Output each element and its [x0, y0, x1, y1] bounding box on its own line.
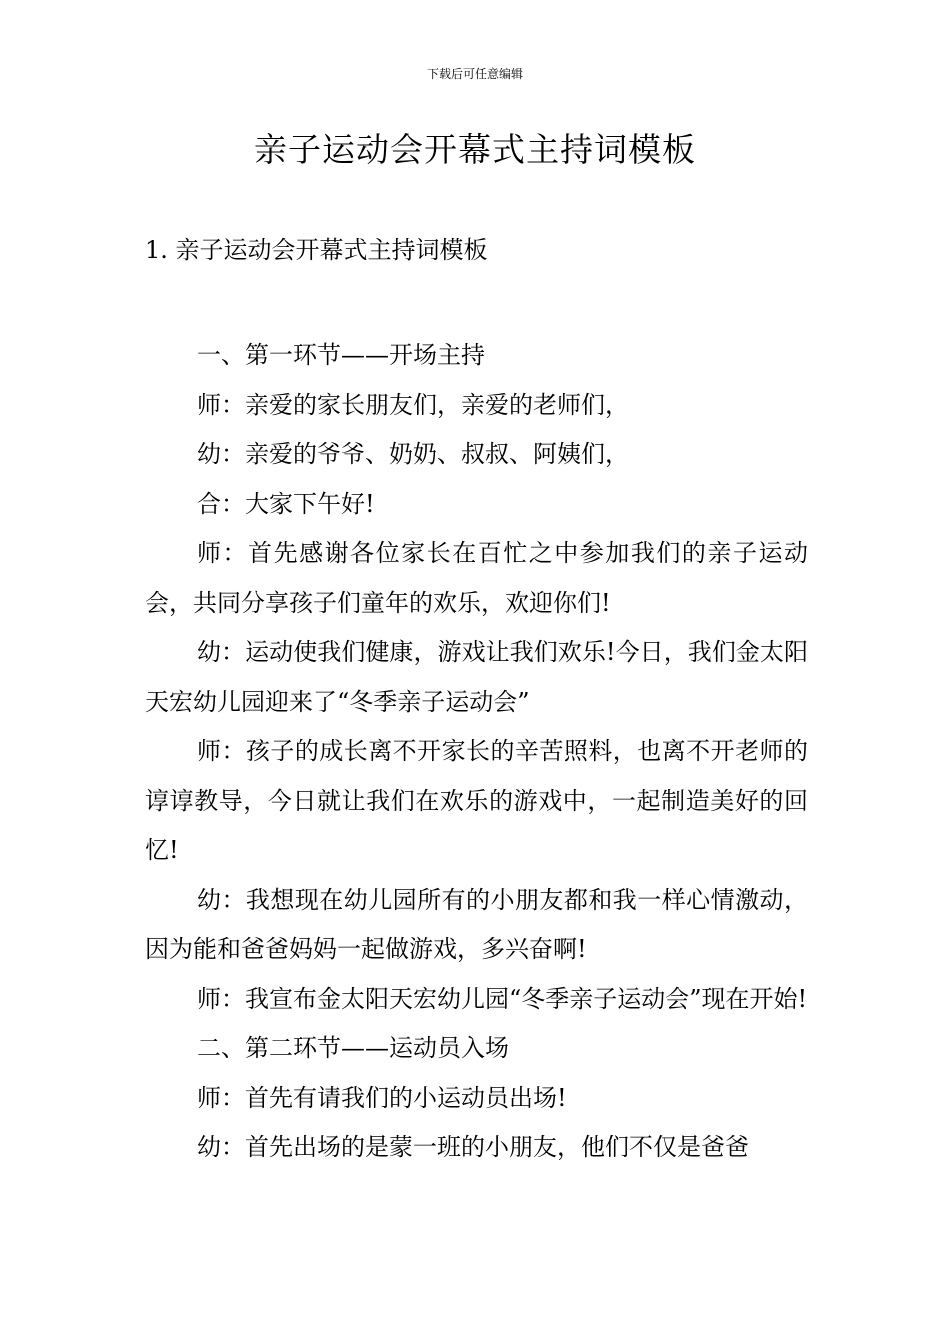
- paragraph: 师：我宣布金太阳天宏幼儿园“冬季亲子运动会”现在开始!: [197, 984, 808, 1013]
- paragraph: 幼：亲爱的爷爷、奶奶、叔叔、阿姨们，: [197, 440, 629, 468]
- paragraph: 师：首先有请我们的小运动员出场!: [197, 1083, 567, 1112]
- body-text: [145, 331, 808, 1173]
- document-title: 亲子运动会开幕式主持词模板: [254, 130, 696, 169]
- paragraph: 幼：首先出场的是蒙一班的小朋友，他们不仅是爸爸: [197, 1133, 749, 1161]
- header-note: 下载后可任意编辑: [426, 67, 523, 81]
- section-heading: 1. 亲子运动会开幕式主持词模板: [145, 236, 488, 264]
- paragraph: 幼：运动使我们健康，游戏让我们欢乐!今日，我们金太阳天宏幼儿园迎来了“冬季亲子运动会”: [145, 638, 808, 716]
- paragraph: 师：亲爱的家长朋友们，亲爱的老师们，: [197, 390, 629, 419]
- paragraph: 师：首先感谢各位家长在百忙之中参加我们的亲子运动会，共同分享孩子们童年的欢乐，欢迎你们!: [145, 539, 808, 617]
- paragraph: 幼：我想现在幼儿园所有的小朋友都和我一样心情激动，因为能和爸爸妈妈一起做游戏，多兴奋啊!: [145, 885, 808, 963]
- paragraph: 师：孩子的成长离不开家长的辛苦照料，也离不开老师的谆谆教导，今日就让我们在欢乐的游戏中，一起制造美好的回忆!: [145, 737, 808, 864]
- paragraph: 合：大家下午好!: [197, 489, 375, 518]
- paragraph: 一、第一环节——开场主持: [197, 341, 485, 369]
- paragraph: 二、第二环节——运动员入场: [197, 1034, 509, 1062]
